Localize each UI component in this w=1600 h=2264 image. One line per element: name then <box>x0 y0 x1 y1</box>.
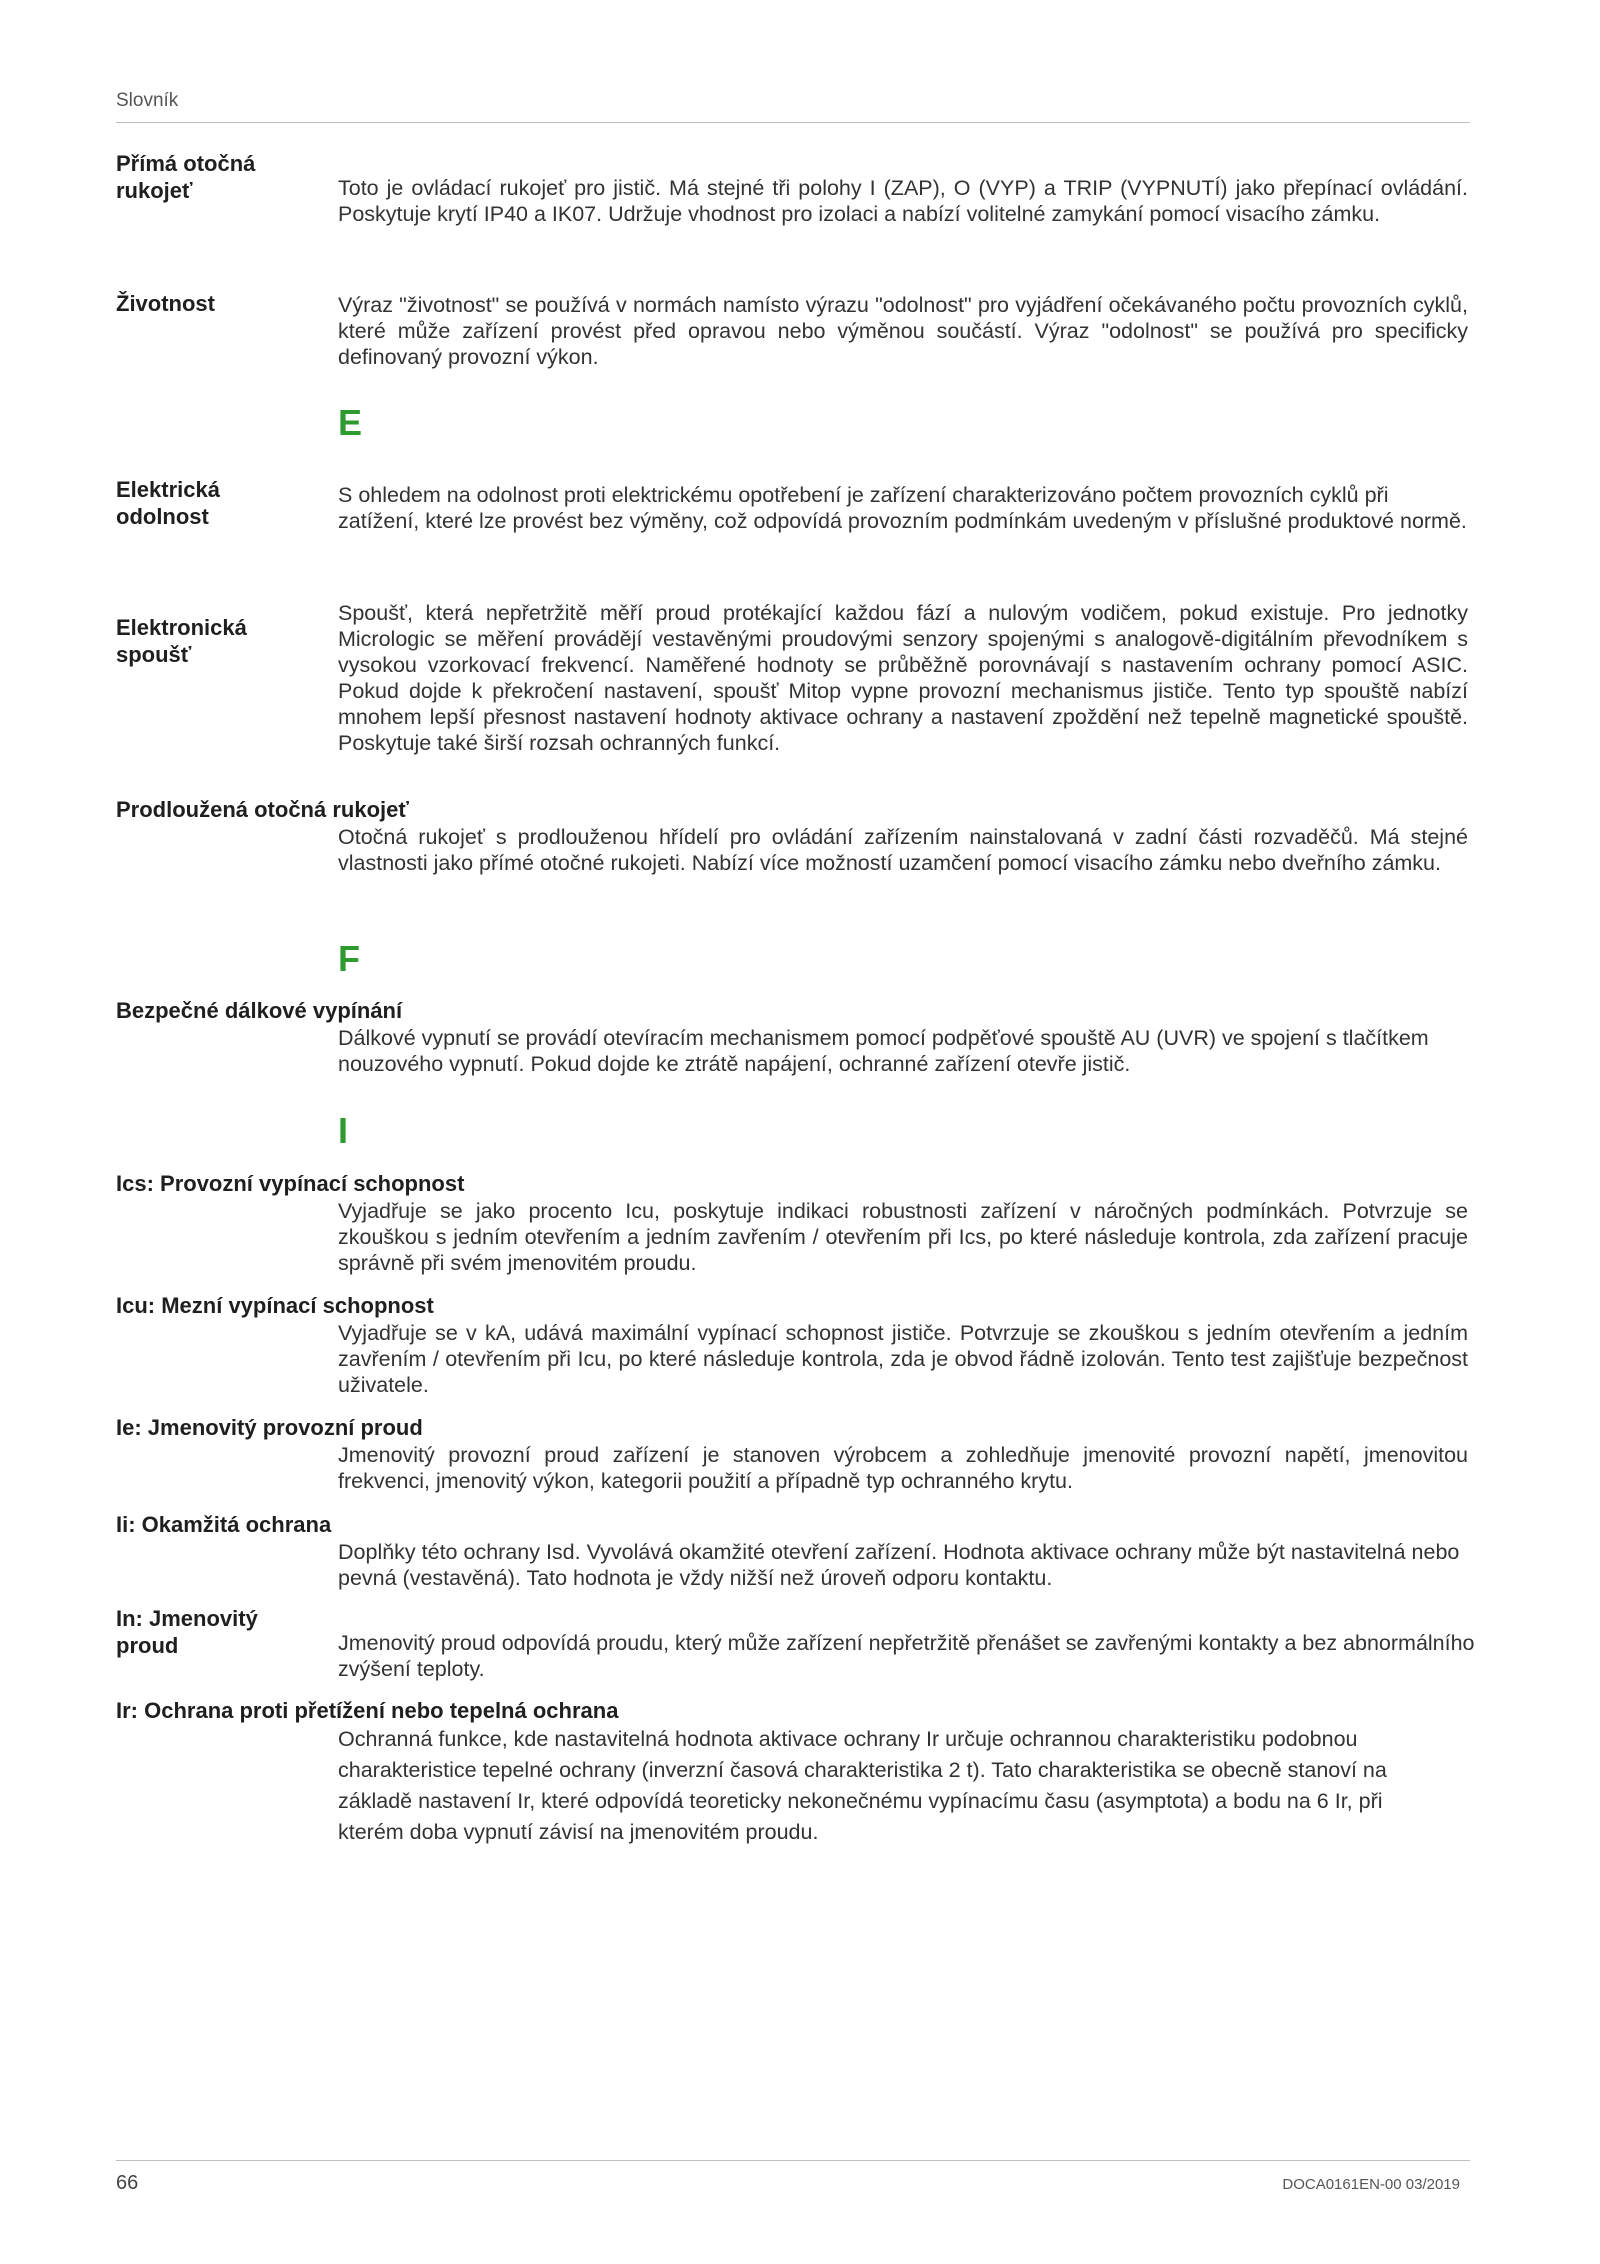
term-prodlouzena-otocna-rukojet: Prodloužená otočná rukojeť <box>116 797 409 822</box>
section-letter-e: E <box>338 402 363 443</box>
header-divider <box>116 122 1470 123</box>
term-prima-otocna-rukojet: Přímá otočná rukojeť <box>116 151 256 203</box>
definition-in: Jmenovitý proud odpovídá proudu, který může zařízení nepřetržitě přenášet se zavřenými kontakty a bez abnormálního zvýšení teploty. <box>338 1631 1475 1681</box>
definition-elektricka-odolnost: S ohledem na odolnost proti elektrickému opotřebení je zařízení charakterizováno počtem provozních cyklů při zatížení, které lze provést bez výměny, což odpovídá provozním podmínkám uvedeným v příslušné produktové normě. <box>338 483 1467 533</box>
definition-icu: Vyjadřuje se v kA, udává maximální vypínací schopnost jističe. Potvrzuje se zkouškou s jedním otevřením a jedním zavřením / otevřením při Icu, po které následuje kontrola, zda je obvod řádně izolován. Tento test zajišťuje bezpečnost uživatele. <box>338 1321 1468 1397</box>
section-letter-f: F <box>338 938 360 979</box>
term-ii: Ii: Okamžitá ochrana <box>116 1512 332 1537</box>
definition-elektronicka-spoust: Spoušť, která nepřetržitě měří proud protékající každou fází a nulovým vodičem, pokud existuje. Pro jednotky Micrologic se měření provádějí vestavěnými proudovými senzory spojenými s analogově-digitálním převodníkem s vysokou vzorkovací frekvencí. Naměřené hodnoty se průběžně porovnávají s nastavením ochrany pomocí ASIC. Pokud dojde k překročení nastavení, spoušť Mitop vypne provozní mechanismus jističe. Tento typ spouště nabízí mnohem lepší přesnost nastavení hodnoty aktivace ochrany a nastavení zpoždění než tepelně magnetické spouště. Poskytuje také širší rozsah ochranných funkcí. <box>338 601 1468 755</box>
term-in: In: Jmenovitý proud <box>116 1606 258 1658</box>
definition-ics: Vyjadřuje se jako procento Icu, poskytuje indikaci robustnosti zařízení v náročných podmínkách. Potvrzuje se zkouškou s jedním otevřením a jedním zavřením / otevřením při Ics, po které následuje kontrola, zda zařízení pracuje správně při svém jmenovitém proudu. <box>338 1199 1468 1275</box>
section-header: Slovník <box>116 90 179 111</box>
definition-prodlouzena-otocna-rukojet: Otočná rukojeť s prodlouženou hřídelí pro ovládání zařízením nainstalovaná v zadní části rozvaděčů. Má stejné vlastnosti jako přímé otočné rukojeti. Nabízí více možností uzamčení pomocí visacího zámku nebo dveřního zámku. <box>338 825 1468 875</box>
definition-zivotnost: Výraz "životnost" se používá v normách namísto výrazu "odolnost" pro vyjádření očekávaného počtu provozních cyklů, které může zařízení provést před opravou nebo výměnou součástí. Výraz "odolnost" se používá pro specificky definovaný provozní výkon. <box>338 293 1468 369</box>
term-ics: Ics: Provozní vypínací schopnost <box>116 1171 465 1196</box>
term-bezpecne-dalkove-vypinani: Bezpečné dálkové vypínání <box>116 998 403 1023</box>
term-elektricka-odolnost: Elektrická odolnost <box>116 477 220 529</box>
term-zivotnost: Životnost <box>116 291 215 316</box>
term-ie: Ie: Jmenovitý provozní proud <box>116 1415 423 1440</box>
definition-bezpecne-dalkove-vypinani: Dálkové vypnutí se provádí otevíracím mechanismem pomocí podpěťové spouště AU (UVR) ve spojení s tlačítkem nouzového vypnutí. Pokud dojde ke ztrátě napájení, ochranné zařízení otevře jistič. <box>338 1026 1429 1076</box>
document-reference: DOCA0161EN-00 03/2019 <box>1282 2176 1460 2193</box>
definition-ii: Doplňky této ochrany Isd. Vyvolává okamžité otevření zařízení. Hodnota aktivace ochrany může být nastavitelná nebo pevná (vestavěná). Tato hodnota je vždy nižší než úroveň odporu kontaktu. <box>338 1540 1460 1590</box>
definition-ir: Ochranná funkce, kde nastavitelná hodnota aktivace ochrany Ir určuje ochrannou charakteristiku podobnou charakteristice tepelné ochrany (inverzní časová charakteristika 2 t). Tato charakteristika se obecně stanoví na základě nastavení Ir, které odpovídá teoreticky nekonečnému vypínacímu času (asymptota) a bodu na 6 Ir, při kterém doba vypnutí závisí na jmenovitém proudu. <box>338 1727 1387 1844</box>
term-icu: Icu: Mezní vypínací schopnost <box>116 1293 434 1318</box>
section-letter-i: I <box>338 1110 349 1151</box>
definition-prima-otocna-rukojet: Toto je ovládací rukojeť pro jistič. Má stejné tři polohy I (ZAP), O (VYP) a TRIP (VYPNUTÍ) jako přepínací ovládání. Poskytuje krytí IP40 a IK07. Udržuje vhodnost pro izolaci a nabízí volitelné zamykání pomocí visacího zámku. <box>338 176 1468 226</box>
term-ir: Ir: Ochrana proti přetížení nebo tepelná ochrana <box>116 1698 619 1723</box>
page-number: 66 <box>116 2172 139 2194</box>
definition-ie: Jmenovitý provozní proud zařízení je stanoven výrobcem a zohledňuje jmenovité provozní napětí, jmenovitou frekvenci, jmenovitý výkon, kategorii použití a případně typ ochranného krytu. <box>338 1443 1468 1493</box>
term-elektronicka-spoust: Elektronická spoušť <box>116 615 247 667</box>
footer-divider <box>116 2160 1470 2161</box>
